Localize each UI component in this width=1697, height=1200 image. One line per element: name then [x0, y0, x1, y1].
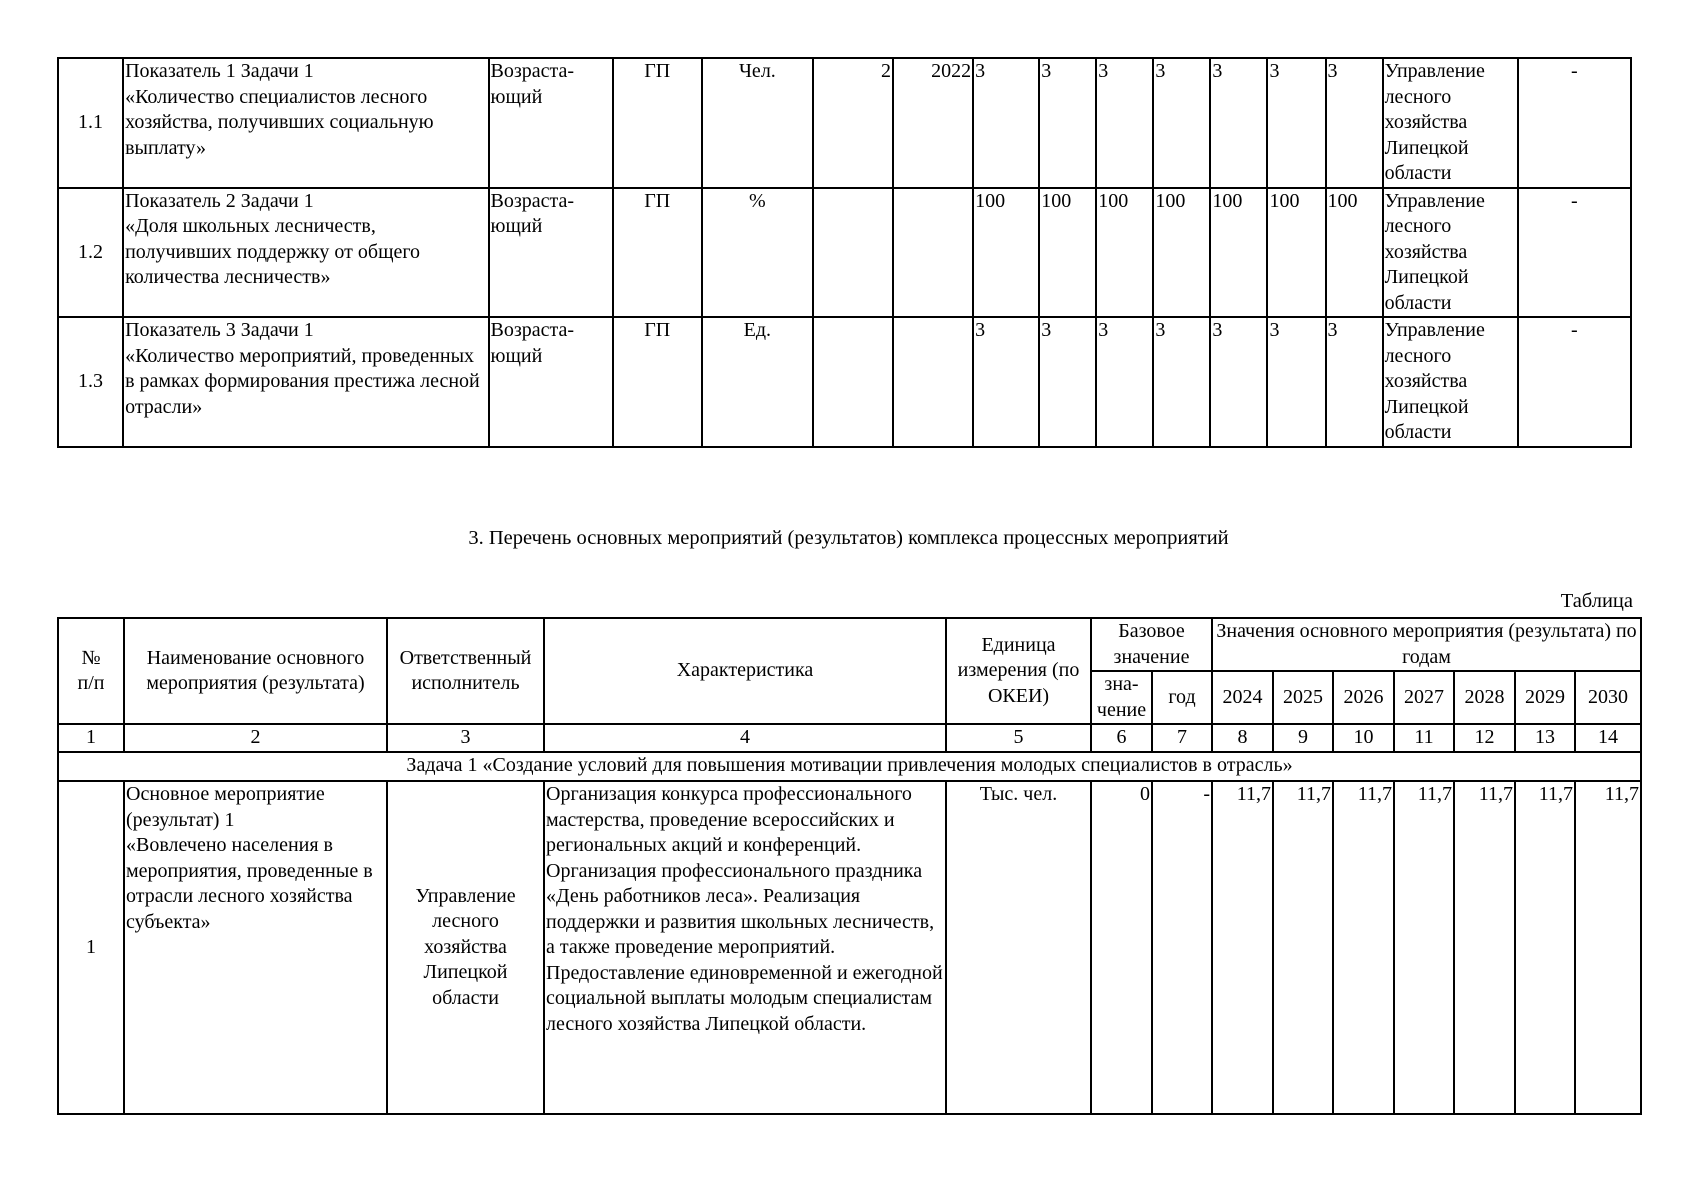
- row-responsible: Управление лесного хозяйства Липецкой области: [1383, 317, 1518, 447]
- row-value: 3: [1096, 58, 1153, 188]
- row-unit: Чел.: [702, 58, 813, 188]
- row-base-value: [813, 317, 893, 447]
- indicators-table: [57, 57, 1632, 448]
- column-numbers-row: [58, 724, 1641, 752]
- row-base-value: 2: [813, 58, 893, 188]
- row-num: 1.1: [58, 58, 123, 188]
- column-number: 7: [1152, 724, 1212, 752]
- row-value: 100: [1039, 188, 1096, 318]
- header-unit: Единица измерения (по ОКЕИ): [946, 618, 1091, 724]
- column-number: 13: [1515, 724, 1575, 752]
- row-unit: Тыс. чел.: [946, 781, 1091, 1114]
- task-title: Задача 1 «Создание условий для повышения мотивации привлечения молодых специалистов в отрасль»: [58, 752, 1641, 781]
- row-num: 1: [58, 781, 124, 1114]
- row-responsible: Управление лесного хозяйства Липецкой области: [387, 781, 544, 1114]
- column-number: 8: [1212, 724, 1273, 752]
- header-responsible: Ответственный исполнитель: [387, 618, 544, 724]
- row-value: 3: [1326, 58, 1383, 188]
- header-num: № п/п: [58, 618, 124, 724]
- row-trend: Возраста- ющий: [489, 317, 613, 447]
- table-row: [58, 317, 1631, 447]
- row-level: ГП: [613, 58, 702, 188]
- row-level: ГП: [613, 188, 702, 318]
- section-title: 3. Перечень основных мероприятий (результатов) комплекса процессных мероприятий: [468, 527, 1229, 549]
- row-value: 3: [1039, 317, 1096, 447]
- row-value: 100: [973, 188, 1039, 318]
- row-value: 3: [1267, 317, 1325, 447]
- row-link: -: [1518, 188, 1631, 318]
- row-name: Показатель 2 Задачи 1 «Доля школьных лесничеств, получивших поддержку от общего количества лесничеств»: [123, 188, 488, 318]
- row-value: 3: [1039, 58, 1096, 188]
- row-value: 11,7: [1394, 781, 1454, 1114]
- row-link: -: [1518, 58, 1631, 188]
- row-value: 11,7: [1333, 781, 1394, 1114]
- measures-table: [57, 617, 1642, 1115]
- row-value: 100: [1153, 188, 1210, 318]
- column-number: 9: [1273, 724, 1333, 752]
- row-value: 3: [1153, 58, 1210, 188]
- header-year: 2024: [1212, 671, 1273, 724]
- row-value: 3: [1210, 58, 1267, 188]
- column-number: 1: [58, 724, 124, 752]
- row-level: ГП: [613, 317, 702, 447]
- header-year: 2029: [1515, 671, 1575, 724]
- row-value: 3: [1153, 317, 1210, 447]
- row-value: 3: [1326, 317, 1383, 447]
- column-number: 14: [1575, 724, 1641, 752]
- row-trend: Возраста- ющий: [489, 188, 613, 318]
- row-value: 11,7: [1454, 781, 1515, 1114]
- row-num: 1.2: [58, 188, 123, 318]
- row-base-year: [893, 188, 973, 318]
- row-base-value: [813, 188, 893, 318]
- header-year: 2027: [1394, 671, 1454, 724]
- column-number: 5: [946, 724, 1091, 752]
- column-number: 10: [1333, 724, 1394, 752]
- header-name: Наименование основного мероприятия (результата): [124, 618, 387, 724]
- row-num: 1.3: [58, 317, 123, 447]
- row-trend: Возраста- ющий: [489, 58, 613, 188]
- row-responsible: Управление лесного хозяйства Липецкой области: [1383, 58, 1518, 188]
- header-year: 2025: [1273, 671, 1333, 724]
- row-value: 11,7: [1273, 781, 1333, 1114]
- header-year: 2028: [1454, 671, 1515, 724]
- row-link: -: [1518, 317, 1631, 447]
- column-number: 11: [1394, 724, 1454, 752]
- header-year: 2030: [1575, 671, 1641, 724]
- column-number: 3: [387, 724, 544, 752]
- table-row: [58, 781, 1641, 1114]
- row-value: 100: [1267, 188, 1325, 318]
- row-unit: Ед.: [702, 317, 813, 447]
- row-base-year: 2022: [893, 58, 973, 188]
- header-base-value: зна- чение: [1091, 671, 1152, 724]
- row-name: Показатель 1 Задачи 1 «Количество специалистов лесного хозяйства, получивших социальную выплату»: [123, 58, 488, 188]
- row-value: 11,7: [1575, 781, 1641, 1114]
- table-row: [58, 58, 1631, 188]
- row-value: 100: [1096, 188, 1153, 318]
- row-value: 3: [1210, 317, 1267, 447]
- row-value: 3: [1267, 58, 1325, 188]
- header-base: Базовое значение: [1091, 618, 1212, 671]
- row-value: 11,7: [1212, 781, 1273, 1114]
- row-base-year: -: [1152, 781, 1212, 1114]
- header-years-group: Значения основного мероприятия (результата) по годам: [1212, 618, 1641, 671]
- column-number: 6: [1091, 724, 1152, 752]
- row-unit: %: [702, 188, 813, 318]
- column-number: 12: [1454, 724, 1515, 752]
- row-name: Показатель 3 Задачи 1 «Количество мероприятий, проведенных в рамках формирования престижа лесной отрасли»: [123, 317, 488, 447]
- row-value: 100: [1326, 188, 1383, 318]
- header-year: 2026: [1333, 671, 1394, 724]
- row-base-year: [893, 317, 973, 447]
- table-caption: Таблица: [1560, 590, 1633, 612]
- row-value: 11,7: [1515, 781, 1575, 1114]
- row-value: 100: [1210, 188, 1267, 318]
- row-responsible: Управление лесного хозяйства Липецкой области: [1383, 188, 1518, 318]
- header-base-year: год: [1152, 671, 1212, 724]
- column-number: 4: [544, 724, 946, 752]
- task-row: [58, 752, 1641, 781]
- table-row: [58, 188, 1631, 318]
- header-characteristic: Характеристика: [544, 618, 946, 724]
- row-value: 3: [1096, 317, 1153, 447]
- row-base-value: 0: [1091, 781, 1152, 1114]
- row-value: 3: [973, 58, 1039, 188]
- row-value: 3: [973, 317, 1039, 447]
- row-characteristic: Организация конкурса профессионального мастерства, проведение всероссийских и региональных акций и конференций. Организация профессионального праздника «День работников леса». Реализация поддержки и развития школьных лесничеств, а также проведение мероприятий. Предоставление единовременной и ежегодной социальной выплаты молодым специалистам лесного хозяйства Липецкой области.: [544, 781, 946, 1114]
- column-number: 2: [124, 724, 387, 752]
- row-name: Основное мероприятие (результат) 1 «Вовлечено населения в мероприятия, проведенные в отрасли лесного хозяйства субъекта»: [124, 781, 387, 1114]
